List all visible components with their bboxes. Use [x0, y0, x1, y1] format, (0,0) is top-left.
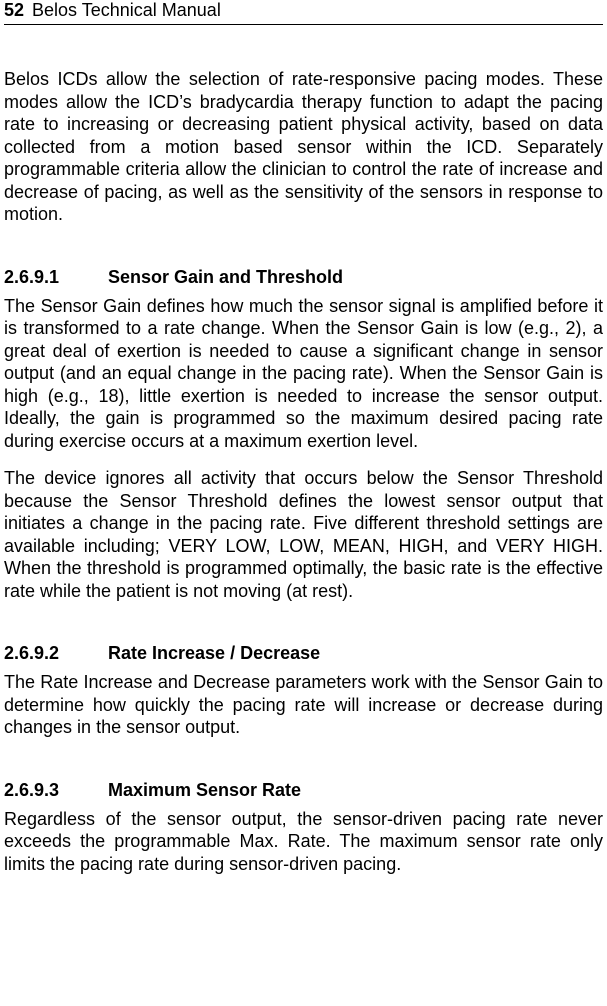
header-title: Belos Technical Manual [32, 0, 221, 20]
page-number: 52 [4, 0, 25, 20]
body-paragraph: The Rate Increase and Decrease parameters work with the Sensor Gain to determine how quickly the pacing rate will increase or decrease during changes in the sensor output. [4, 672, 603, 737]
body-paragraph: The Sensor Gain defines how much the sensor signal is amplified before it is transformed to a rate change. When the Sensor Gain is low (e.g., 2), a great deal of exertion is needed to cause a significant change in sensor output (and an equal change in the pacing rate). When the Sensor Gain is high (e.g., 18), little exertion is needed to increase the sensor output. Ideally, the gain is programmed so the maximum desired pacing rate during exercise occurs at a maximum exertion level. [4, 295, 603, 451]
section-heading [4, 778, 603, 802]
section-title: Rate Increase / Decrease [108, 643, 321, 663]
section-number: 2.6.9.2 [4, 643, 60, 663]
section-title: Maximum Sensor Rate [108, 779, 302, 800]
section-rate-increase-decrease [4, 641, 603, 739]
section-sensor-gain-threshold [4, 265, 603, 603]
section-number: 2.6.9.3 [4, 779, 60, 800]
intro-paragraph: Belos ICDs allow the selection of rate-responsive pacing modes. These modes allow the ICD’s bradycardia therapy function to adapt the pacing rate to increasing or decreasing patient physical activity, based on data collected from a motion based sensor within the ICD. Separately programmable criteria allow the clinician to control the rate of increase and decrease of pacing, as well as the sensitivity of the sensors in response to motion. [4, 69, 603, 224]
page-header [4, 0, 603, 25]
section-number: 2.6.9.1 [4, 266, 60, 287]
section-heading [4, 641, 603, 665]
section-heading [4, 265, 603, 289]
page-content [4, 68, 603, 875]
body-paragraph: Regardless of the sensor output, the sensor-driven pacing rate never exceeds the programmable Max. Rate. The maximum sensor rate only limits the pacing rate during sensor-driven pacing. [4, 808, 603, 874]
section-title: Sensor Gain and Threshold [108, 266, 344, 287]
section-maximum-sensor-rate [4, 778, 603, 876]
body-paragraph: The device ignores all activity that occurs below the Sensor Threshold because the Sensor Threshold defines the lowest sensor output that initiates a change in the pacing rate. Five different threshold settings are available including; VERY LOW, LOW, MEAN, HIGH, and VERY HIGH. When the threshold is programmed optimally, the basic rate is the effective rate while the patient is not moving (at rest). [4, 468, 603, 601]
